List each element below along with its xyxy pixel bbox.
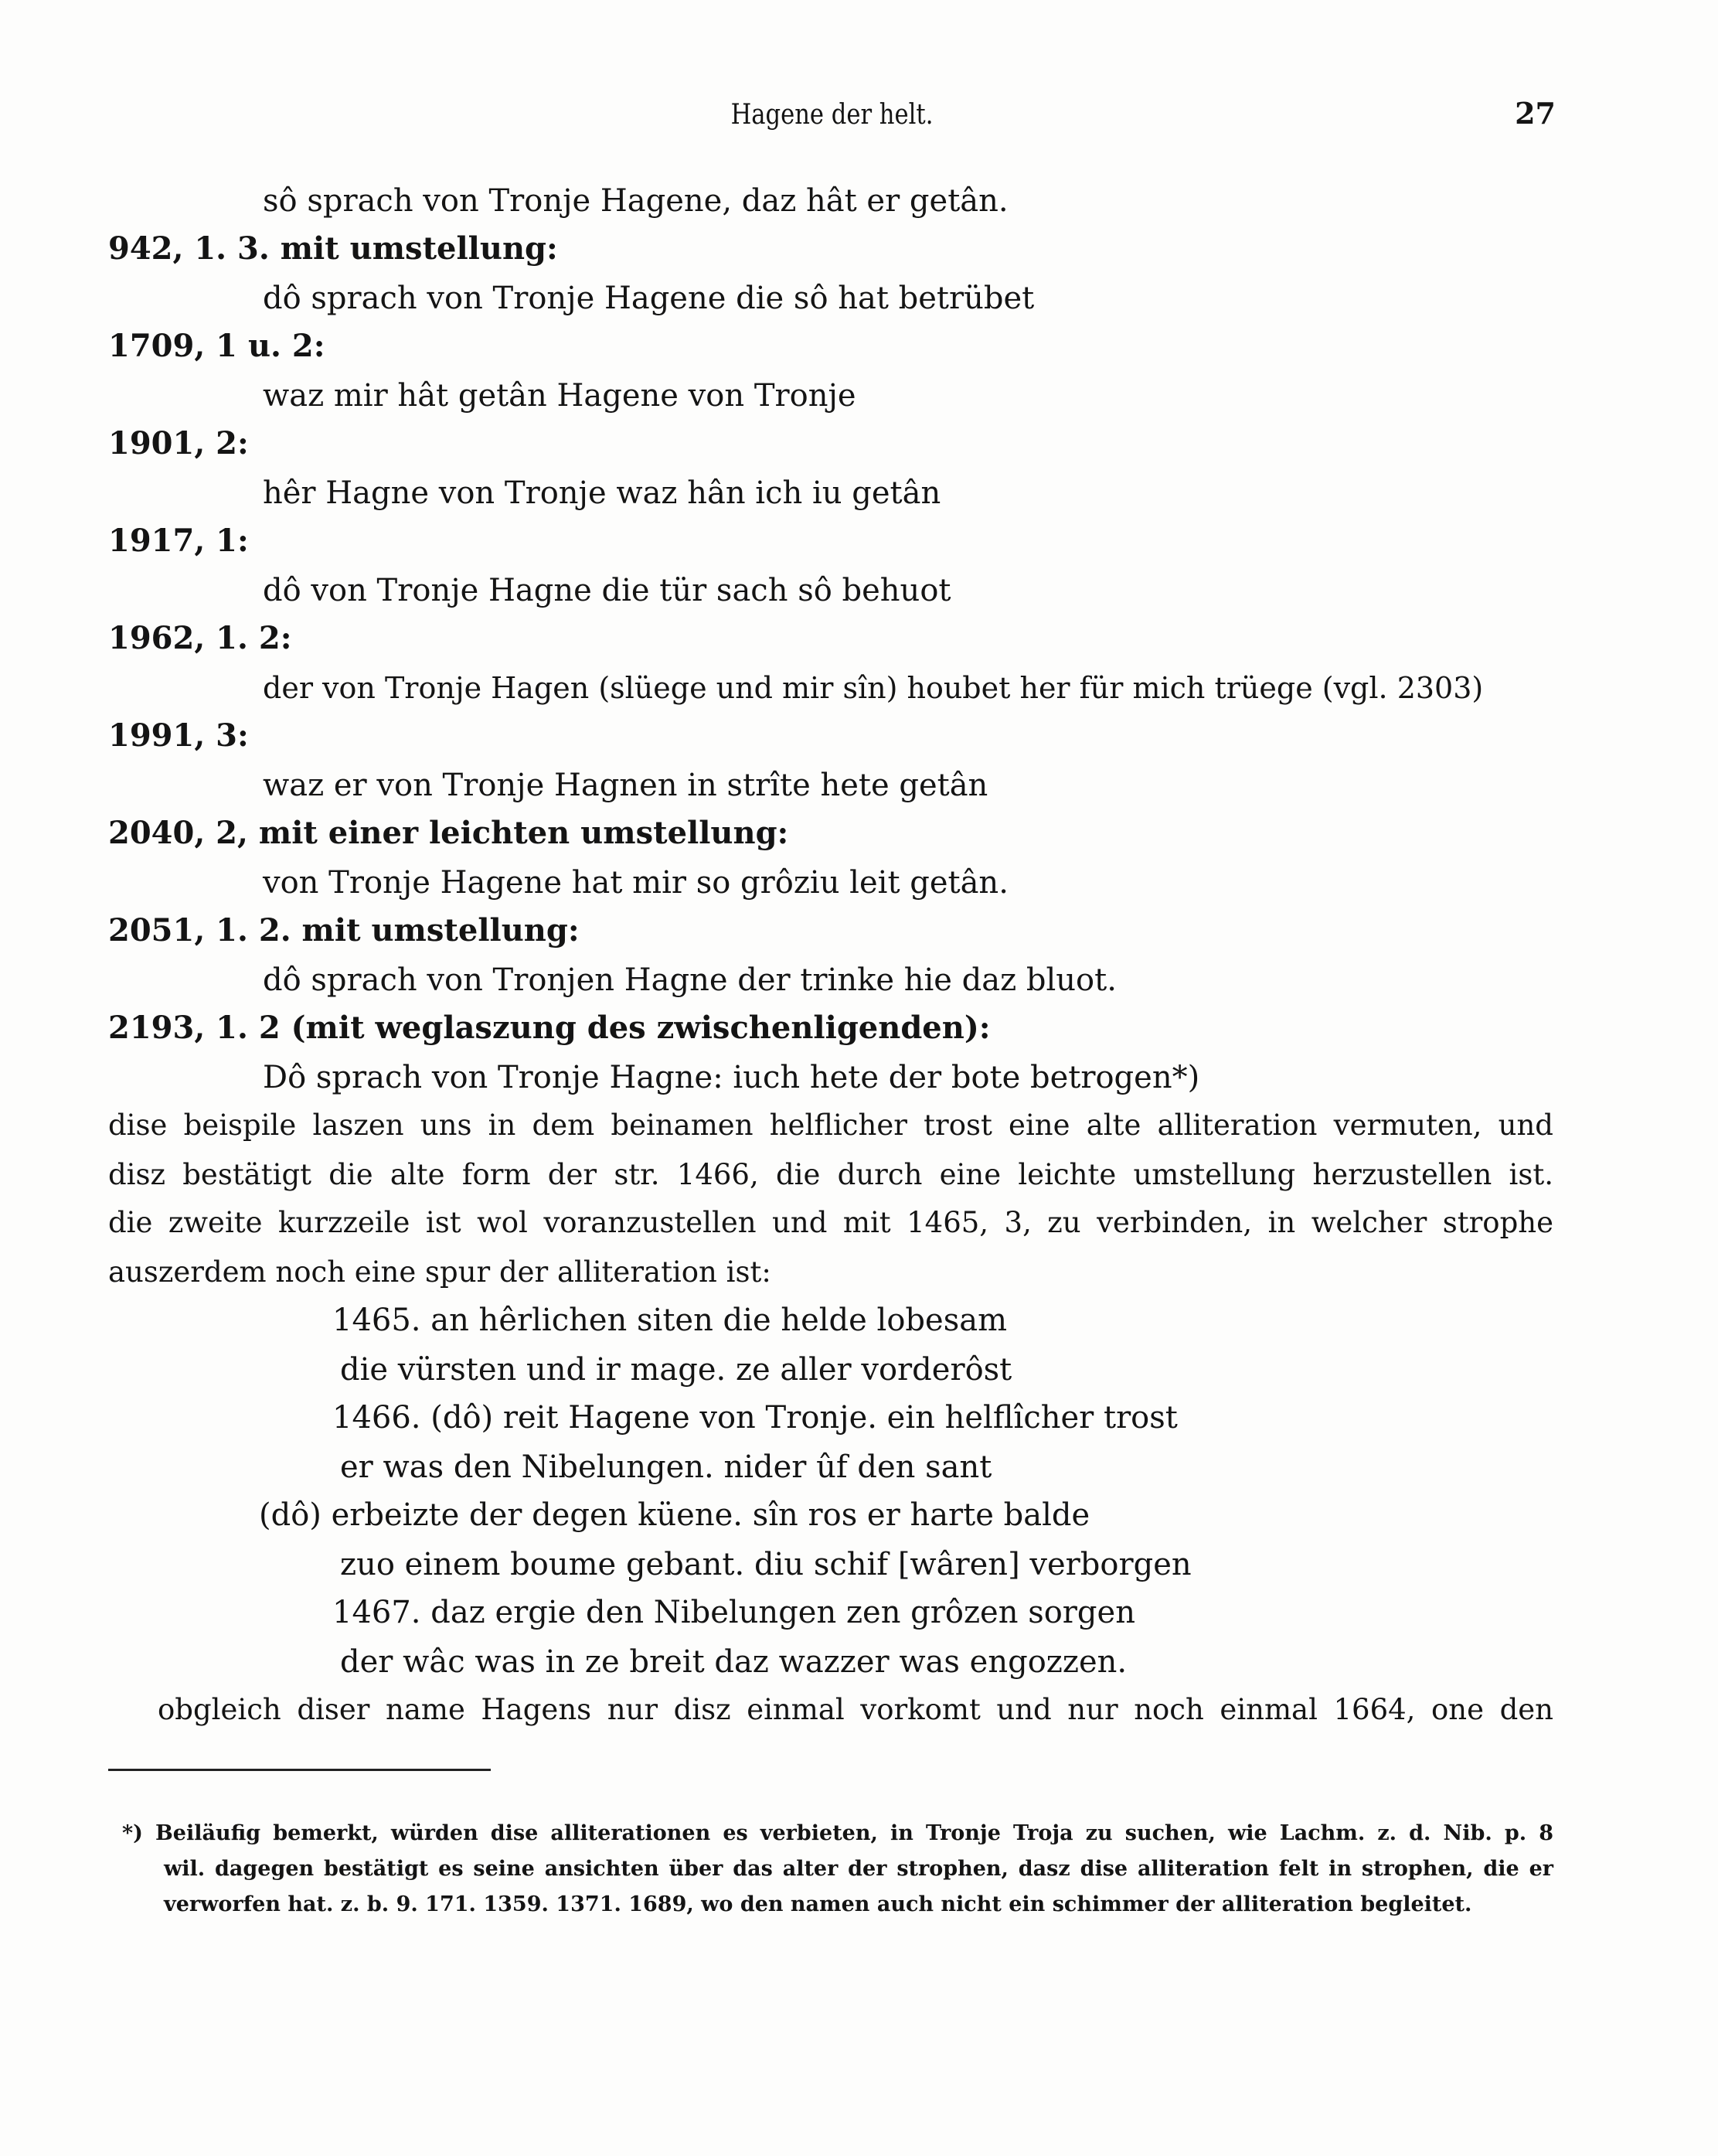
prose-line: obgleich diser name Hagens nur disz einmal vorkomt und nur noch einmal 1664, one den	[158, 1693, 1553, 1726]
stanza-reference: 1962, 1. 2:	[108, 620, 292, 656]
verse-line: dô sprach von Tronjen Hagne der trinke hie daz bluot.	[263, 962, 1117, 998]
stanza-line: er was den Nibelungen. nider ûf den sant	[340, 1449, 992, 1485]
stanza-line: zuo einem boume gebant. diu schif [wâren] verborgen	[340, 1547, 1192, 1582]
page-number: 27	[1515, 96, 1556, 131]
stanza-line: 1466. (dô) reit Hagene von Tronje. ein helflîcher trost	[332, 1400, 1178, 1436]
stanza-reference: 1901, 2:	[108, 425, 249, 462]
verse-line: sô sprach von Tronje Hagene, daz hât er getân.	[263, 183, 1009, 219]
verse-line: waz mir hât getân Hagene von Tronje	[263, 378, 856, 414]
footnote-line: verworfen hat. z. b. 9. 171. 1359. 1371. 1689, wo den namen auch nicht ein schimmer der alliteration begleitet.	[164, 1892, 1472, 1916]
stanza-reference: 2040, 2, mit einer leichten umstellung:	[108, 815, 789, 851]
verse-line: hêr Hagne von Tronje waz hân ich iu getân	[263, 475, 941, 511]
stanza-reference: 942, 1. 3. mit umstellung:	[108, 230, 558, 267]
page-header	[108, 96, 1556, 145]
verse-line: dô sprach von Tronje Hagene die sô hat betrübet	[263, 281, 1035, 316]
verse-line: dô von Tronje Hagne die tür sach sô behuot	[263, 573, 951, 608]
stanza-line: die vürsten und ir mage. ze aller vorderôst	[340, 1352, 1012, 1388]
footnote-divider	[108, 1769, 491, 1771]
prose-line: disz bestätigt die alte form der str. 1466, die durch eine leichte umstellung herzustellen ist.	[108, 1158, 1553, 1191]
verse-line: Dô sprach von Tronje Hagne: iuch hete der bote betrogen*)	[263, 1060, 1200, 1095]
stanza-reference: 2193, 1. 2 (mit weglaszung des zwischenligenden):	[108, 1010, 991, 1046]
stanza-line: 1465. an hêrlichen siten die helde lobesam	[332, 1303, 1008, 1338]
stanza-reference: 1709, 1 u. 2:	[108, 328, 325, 364]
running-title: Hagene der helt.	[730, 99, 934, 131]
prose-line: die zweite kurzzeile ist wol voranzustellen und mit 1465, 3, zu verbinden, in welcher strophe	[108, 1206, 1553, 1239]
footnote-line: wil. dagegen bestätigt es seine ansichten über das alter der strophen, dasz dise alliteration felt in strophen, die er	[164, 1857, 1553, 1881]
prose-line: auszerdem noch eine spur der alliteration ist:	[108, 1255, 771, 1289]
stanza-reference: 1991, 3:	[108, 717, 249, 754]
footnote-line: *) Beiläufig bemerkt, würden dise alliterationen es verbieten, in Tronje Troja zu suchen, wie Lachm. z. d. Nib. p. 8	[122, 1821, 1553, 1845]
stanza-line: der wâc was in ze breit daz wazzer was engozzen.	[340, 1644, 1128, 1680]
stanza-line: (dô) erbeizte der degen küene. sîn ros er harte balde	[259, 1497, 1090, 1533]
verse-line: waz er von Tronje Hagnen in strîte hete getân	[263, 768, 988, 803]
stanza-reference: 1917, 1:	[108, 523, 249, 559]
prose-line: dise beispile laszen uns in dem beinamen helflicher trost eine alte alliteration vermuten, und	[108, 1109, 1553, 1142]
verse-line: der von Tronje Hagen (slüege und mir sîn) houbet her für mich trüege (vgl. 2303)	[263, 671, 1484, 705]
stanza-line: 1467. daz ergie den Nibelungen zen grôzen sorgen	[332, 1595, 1135, 1630]
verse-line: von Tronje Hagene hat mir so grôziu leit getân.	[263, 865, 1009, 901]
stanza-reference: 2051, 1. 2. mit umstellung:	[108, 912, 580, 949]
